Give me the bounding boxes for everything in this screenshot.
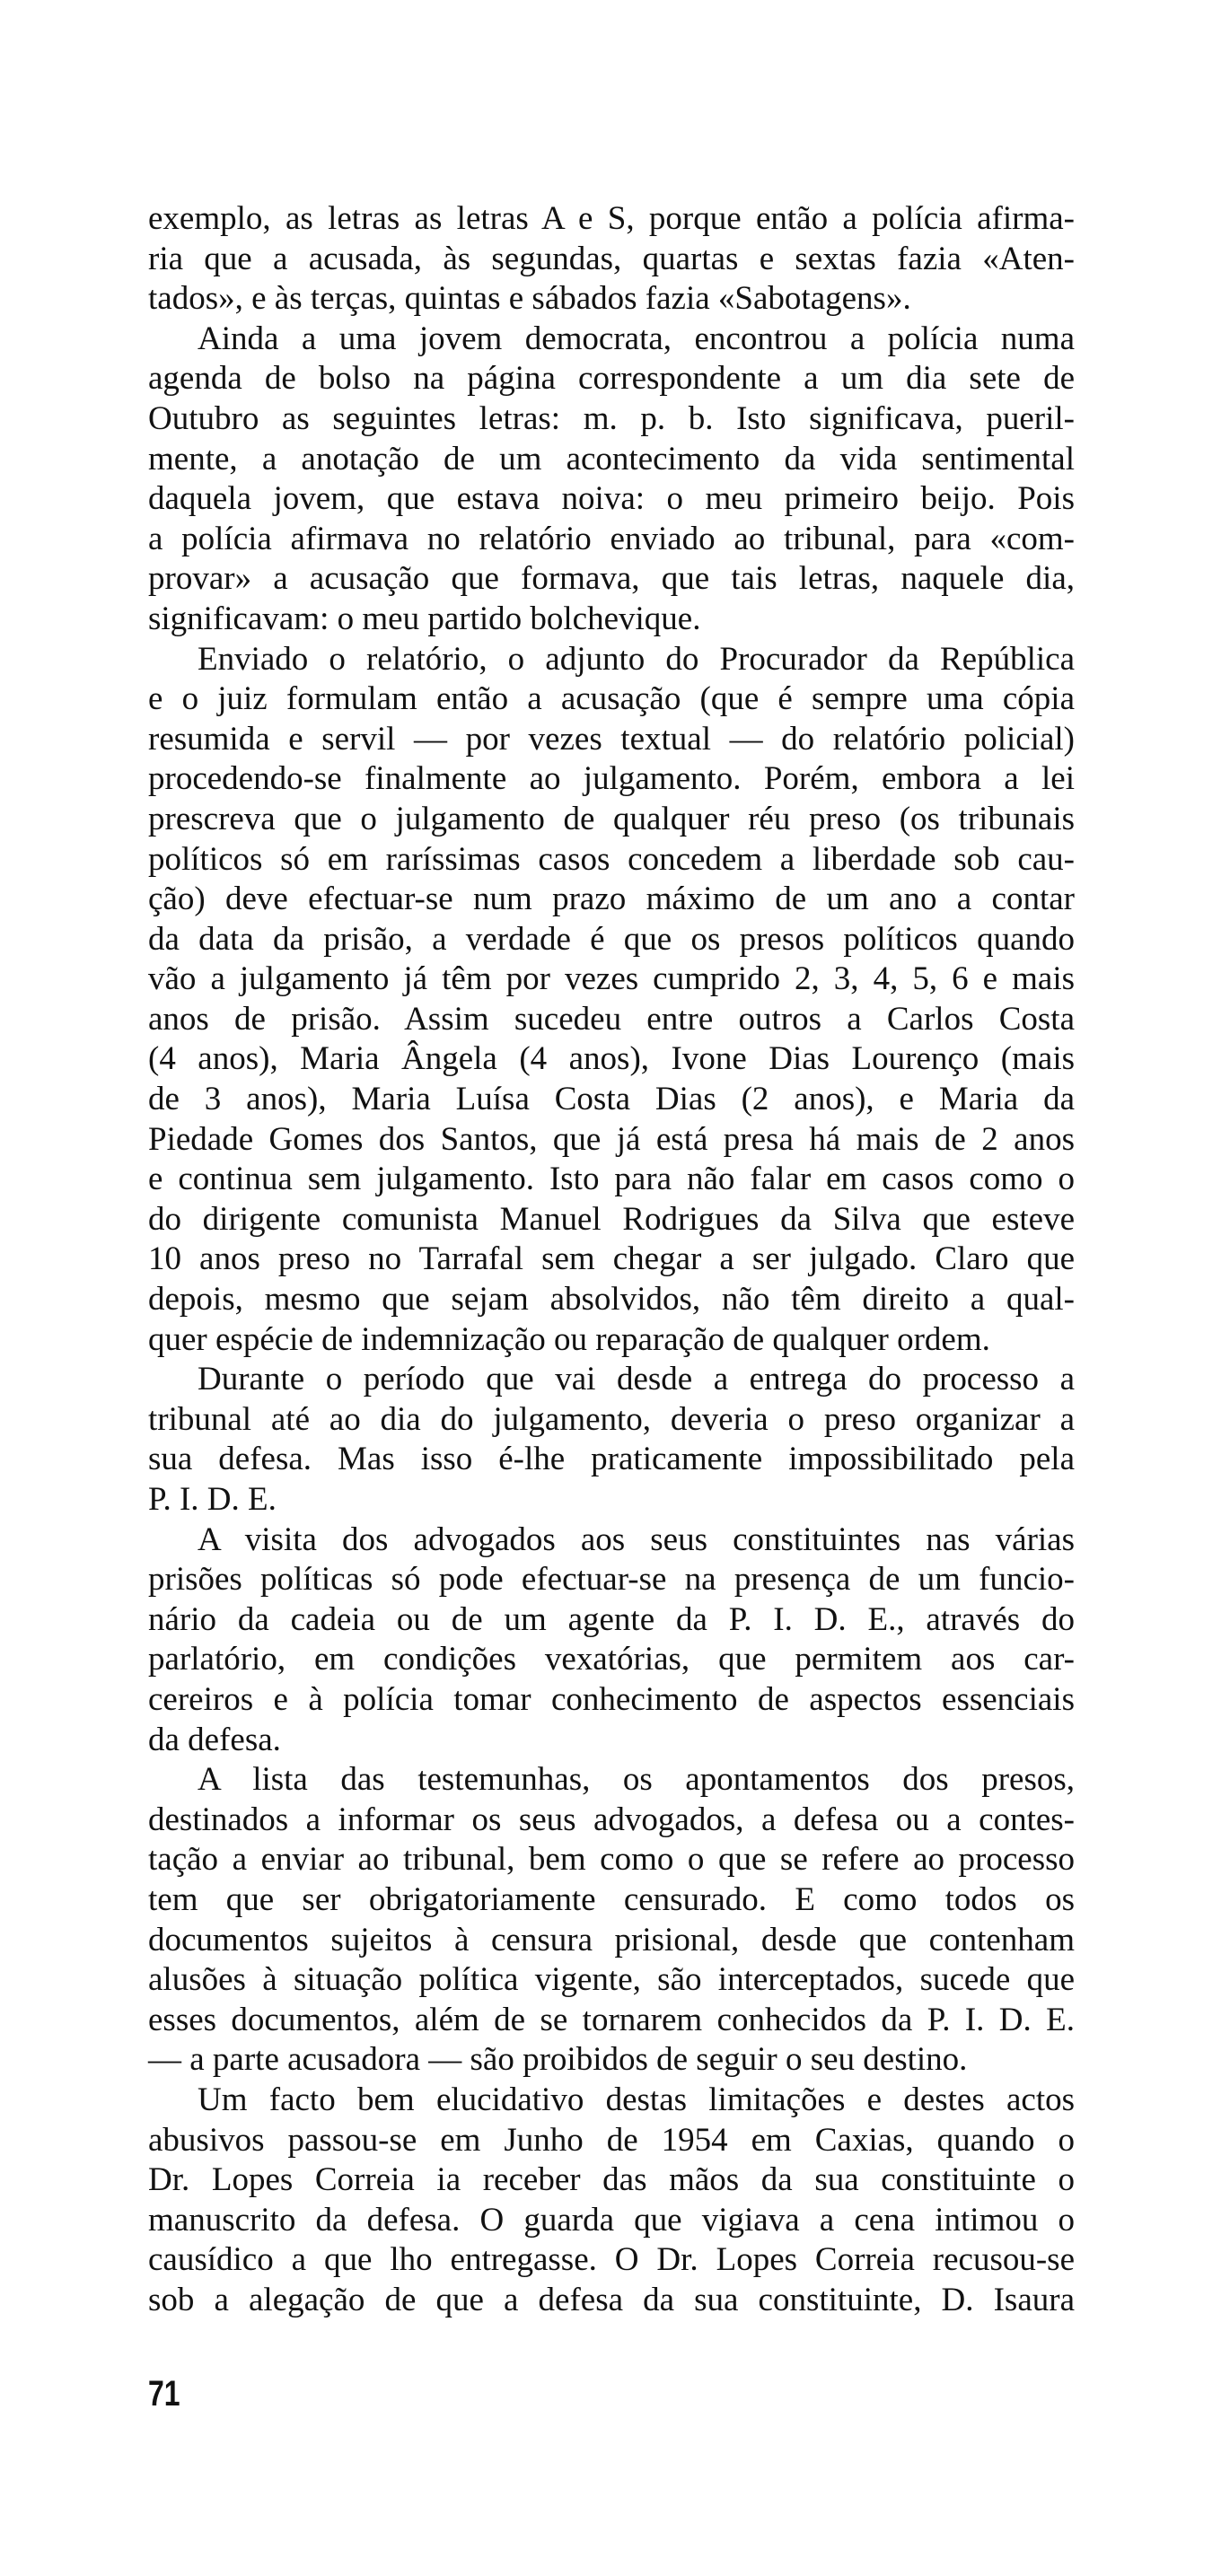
text-line: exemplo, as letras as letras A e S, porque então a polícia afirma- bbox=[148, 200, 1075, 237]
text-line: P. I. D. E. bbox=[148, 1481, 277, 1518]
paragraph bbox=[148, 1520, 1075, 1761]
text-line: tem que ser obrigatoriamente censurado. E como todos os bbox=[148, 1880, 1075, 1918]
text-line: quer espécie de indemnização ou reparação de qualquer ordem. bbox=[148, 1320, 990, 1358]
text-line: A visita dos advogados aos seus constituintes nas várias bbox=[198, 1520, 1075, 1558]
text-line: políticos só em raríssimas casos concedem a liberdade sob cau- bbox=[148, 840, 1075, 878]
text-line: anos de prisão. Assim sucedeu entre outros a Carlos Costa bbox=[148, 1000, 1075, 1038]
text-line: Durante o período que vai desde a entrega do processo a bbox=[198, 1361, 1075, 1398]
text-line: da defesa. bbox=[148, 1721, 281, 1758]
text-line: prescreva que o julgamento de qualquer réu preso (os tribunais bbox=[148, 800, 1075, 837]
body-text bbox=[148, 199, 1075, 2320]
text-line: sob a alegação de que a defesa da sua constituinte, D. Isaura bbox=[148, 2281, 1075, 2318]
text-line: a polícia afirmava no relatório enviado ao tribunal, para «com- bbox=[148, 520, 1075, 557]
paragraph bbox=[148, 1760, 1075, 2081]
text-line: abusivos passou-se em Junho de 1954 em Caxias, quando o bbox=[148, 2121, 1075, 2159]
text-line: mente, a anotação de um acontecimento da vida sentimental bbox=[148, 440, 1075, 478]
paragraph bbox=[148, 640, 1075, 1361]
text-line: destinados a informar os seus advogados, a defesa ou a contes- bbox=[148, 1801, 1075, 1838]
text-line: ção) deve efectuar-se num prazo máximo de um ano a contar bbox=[148, 881, 1075, 918]
paragraph bbox=[148, 320, 1075, 640]
text-line: documentos sujeitos à censura prisional, desde que contenham bbox=[148, 1921, 1075, 1958]
text-line: tados», e às terças, quintas e sábados fazia «Sabotagens». bbox=[148, 280, 911, 318]
text-line: Ainda a uma jovem democrata, encontrou a polícia numa bbox=[198, 320, 1075, 357]
text-line: resumida e servil — por vezes textual — do relatório policial) bbox=[148, 720, 1075, 758]
text-line: agenda de bolso na página correspondente a um dia sete de bbox=[148, 360, 1075, 398]
text-line: sua defesa. Mas isso é-lhe praticamente impossibilitado pela bbox=[148, 1441, 1075, 1478]
text-line: vão a julgamento já têm por vezes cumprido 2, 3, 4, 5, 6 e mais bbox=[148, 960, 1075, 998]
text-line: do dirigente comunista Manuel Rodrigues da Silva que esteve bbox=[148, 1200, 1075, 1238]
text-line: Piedade Gomes dos Santos, que já está presa há mais de 2 anos bbox=[148, 1120, 1075, 1158]
text-line: tação a enviar ao tribunal, bem como o que se refere ao processo bbox=[148, 1841, 1075, 1879]
text-line: manuscrito da defesa. O guarda que vigiava a cena intimou o bbox=[148, 2201, 1075, 2239]
text-line: causídico a que lho entregasse. O Dr. Lopes Correia recusou-se bbox=[148, 2241, 1075, 2279]
text-line: procedendo-se finalmente ao julgamento. Porém, embora a lei bbox=[148, 760, 1075, 798]
text-line: depois, mesmo que sejam absolvidos, não têm direito a qual- bbox=[148, 1281, 1075, 1319]
text-line: parlatório, em condições vexatórias, que permitem aos car- bbox=[148, 1641, 1075, 1678]
text-line: esses documentos, além de se tornarem conhecidos da P. I. D. E. bbox=[148, 2001, 1075, 2038]
text-line: (4 anos), Maria Ângela (4 anos), Ivone Dias Lourenço (mais bbox=[148, 1040, 1075, 1078]
text-line: prisões políticas só pode efectuar-se na presença de um funcio- bbox=[148, 1561, 1075, 1599]
text-line: A lista das testemunhas, os apontamentos dos presos, bbox=[198, 1761, 1075, 1799]
text-line: ria que a acusada, às segundas, quartas e sextas fazia «Aten- bbox=[148, 240, 1075, 277]
paragraph bbox=[148, 199, 1075, 320]
paragraph bbox=[148, 1360, 1075, 1520]
text-line: significavam: o meu partido bolchevique. bbox=[148, 600, 701, 637]
text-line: 10 anos preso no Tarrafal sem chegar a ser julgado. Claro que bbox=[148, 1240, 1075, 1278]
text-line: daquela jovem, que estava noiva: o meu primeiro beijo. Pois bbox=[148, 480, 1075, 518]
text-line: nário da cadeia ou de um agente da P. I. D. E., através do bbox=[148, 1600, 1075, 1638]
text-line: Outubro as seguintes letras: m. p. b. Isto significava, pueril- bbox=[148, 399, 1075, 437]
page-number: 71 bbox=[148, 2374, 180, 2414]
text-line: — a parte acusadora — são proibidos de seguir o seu destino. bbox=[148, 2041, 968, 2079]
paragraph bbox=[148, 2081, 1075, 2321]
text-line: alusões à situação política vigente, são interceptados, sucede que bbox=[148, 1961, 1075, 1999]
text-line: Um facto bem elucidativo destas limitações e destes actos bbox=[198, 2081, 1075, 2118]
text-line: cereiros e à polícia tomar conhecimento de aspectos essenciais bbox=[148, 1680, 1075, 1718]
text-line: provar» a acusação que formava, que tais letras, naquele dia, bbox=[148, 560, 1075, 598]
text-line: e o juiz formulam então a acusação (que é sempre uma cópia bbox=[148, 680, 1075, 718]
text-line: de 3 anos), Maria Luísa Costa Dias (2 anos), e Maria da bbox=[148, 1081, 1075, 1118]
text-line: da data da prisão, a verdade é que os presos políticos quando bbox=[148, 920, 1075, 958]
text-line: tribunal até ao dia do julgamento, deveria o preso organizar a bbox=[148, 1400, 1075, 1438]
text-line: Enviado o relatório, o adjunto do Procurador da República bbox=[198, 640, 1075, 678]
text-line: Dr. Lopes Correia ia receber das mãos da sua constituinte o bbox=[148, 2161, 1075, 2199]
text-line: e continua sem julgamento. Isto para não falar em casos como o bbox=[148, 1161, 1075, 1198]
